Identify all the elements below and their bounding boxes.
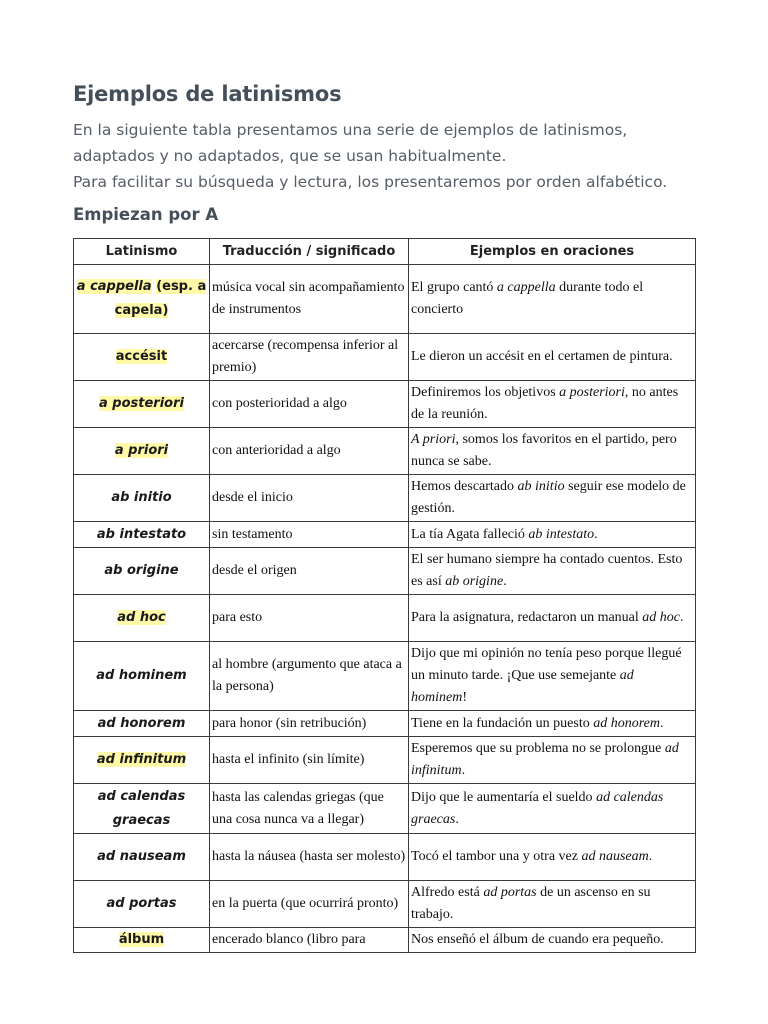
- table-row: [74, 381, 696, 428]
- example-text: .: [680, 610, 684, 625]
- latinismo-term: ad honorem: [97, 715, 186, 731]
- latinismo-term: a cappella: [76, 279, 152, 294]
- example-cell: [409, 737, 696, 784]
- meaning-cell: con anterioridad a algo: [210, 428, 409, 475]
- latinismo-cell: [74, 595, 210, 642]
- latinismo-cell: [74, 881, 210, 928]
- table-row: [74, 737, 696, 784]
- meaning-cell: al hombre (argumento que ataca a la persona): [210, 642, 409, 711]
- table-row: [74, 834, 696, 881]
- example-latin-term: a posteriori: [559, 385, 625, 400]
- meaning-cell: música vocal sin acompañamiento de instrumentos: [210, 265, 409, 334]
- example-cell: [409, 881, 696, 928]
- latinismo-term: ab origine: [104, 563, 179, 578]
- example-cell: [409, 522, 696, 548]
- latinismo-term: a posteriori: [99, 396, 184, 411]
- example-latin-term: ad hoc: [642, 610, 681, 625]
- intro-line-1: En la siguiente tabla presentamos una serie de ejemplos de latinismos,: [73, 121, 628, 139]
- latinismo-cell: [74, 834, 210, 881]
- latinismo-cell: [74, 711, 210, 737]
- column-header-ejemplos: Ejemplos en oraciones: [409, 239, 696, 265]
- meaning-cell: hasta la náusea (hasta ser molesto): [210, 834, 409, 881]
- meaning-cell: sin testamento: [210, 522, 409, 548]
- column-header-traduccion: Traducción / significado: [210, 239, 409, 265]
- example-text: Esperemos que su problema no se prolongue: [411, 741, 665, 756]
- latinismo-term: ad hominem: [96, 668, 187, 683]
- example-text: durante todo el concierto: [411, 280, 644, 317]
- section-title: Empiezan por A: [73, 205, 219, 224]
- meaning-cell: hasta las calendas griegas (que una cosa nunca va a llegar): [210, 784, 409, 834]
- example-text: El ser humano siempre ha contado cuentos. Esto es así: [411, 552, 683, 589]
- example-text: .: [594, 526, 598, 542]
- meaning-cell: desde el inicio: [210, 475, 409, 522]
- example-text: .: [648, 849, 653, 864]
- latinismo-term: ad calendas graecas: [97, 788, 186, 828]
- table-row: [74, 334, 696, 381]
- latinismo-cell: [74, 475, 210, 522]
- latinismo-term: ab intestato: [96, 526, 187, 542]
- example-latin-term: A priori: [411, 432, 456, 447]
- latinismo-cell: [74, 548, 210, 595]
- table-row: [74, 642, 696, 711]
- latinismo-cell: [74, 737, 210, 784]
- page-title: Ejemplos de latinismos: [73, 82, 342, 106]
- table-row: [74, 548, 696, 595]
- example-text: .: [660, 715, 664, 731]
- example-text: Le dieron un accésit en el certamen de pintura.: [411, 349, 673, 364]
- latinismo-term: ad infinitum: [96, 752, 187, 767]
- table-row: [74, 881, 696, 928]
- example-text: de un ascenso en su trabajo.: [411, 885, 651, 922]
- latinismo-cell: [74, 265, 210, 334]
- table-row: [74, 475, 696, 522]
- example-text: !: [462, 690, 467, 705]
- table-row: [74, 265, 696, 334]
- table-row: [74, 928, 696, 953]
- latinismo-term: ad nauseam: [97, 849, 186, 864]
- meaning-cell: encerado blanco (libro para: [210, 928, 409, 953]
- example-text: seguir ese modelo de gestión.: [411, 479, 686, 516]
- intro-line-2: adaptados y no adaptados, que se usan habitualmente.: [73, 147, 507, 165]
- meaning-cell: en la puerta (que ocurrirá pronto): [210, 881, 409, 928]
- latinismo-cell: [74, 381, 210, 428]
- example-cell: [409, 711, 696, 737]
- example-latin-term: a cappella: [496, 280, 556, 295]
- latinismo-cell: [74, 428, 210, 475]
- example-latin-term: ab origine: [445, 574, 504, 589]
- latinismo-cell: [74, 334, 210, 381]
- example-text: , somos los favoritos en el partido, pero nunca se sabe.: [411, 432, 677, 469]
- table-row: [74, 595, 696, 642]
- latinismo-term: ad portas: [106, 896, 177, 911]
- example-text: Tiene en la fundación un puesto: [411, 715, 594, 731]
- table-row: [74, 522, 696, 548]
- example-text: Tocó el tambor una y otra vez: [411, 849, 582, 864]
- example-cell: [409, 595, 696, 642]
- intro-line-3: Para facilitar su búsqueda y lectura, los presentaremos por orden alfabético.: [73, 173, 668, 191]
- latinismo-cell: [74, 522, 210, 548]
- meaning-cell: para esto: [210, 595, 409, 642]
- table-row: [74, 428, 696, 475]
- example-cell: [409, 381, 696, 428]
- example-latin-term: ad infinitum: [411, 741, 679, 778]
- latinismo-term: álbum: [118, 932, 165, 947]
- example-cell: [409, 642, 696, 711]
- example-text: .: [503, 574, 507, 589]
- example-text: , no antes de la reunión.: [411, 385, 679, 422]
- example-text: .: [455, 811, 459, 827]
- table-header-row: [74, 239, 696, 265]
- example-cell: [409, 548, 696, 595]
- latinismo-term: accésit: [115, 349, 168, 364]
- meaning-cell: acercarse (recompensa inferior al premio): [210, 334, 409, 381]
- example-cell: [409, 265, 696, 334]
- example-cell: [409, 834, 696, 881]
- latinisms-table: [73, 238, 696, 953]
- latinismo-cell: [74, 928, 210, 953]
- meaning-cell: desde el origen: [210, 548, 409, 595]
- example-latin-term: ad hominem: [411, 668, 634, 705]
- example-latin-term: ad calendas graecas: [411, 789, 664, 827]
- example-text: Dijo que le aumentaría el sueldo: [411, 789, 597, 805]
- table-row: [74, 784, 696, 834]
- latinismo-term: ad hoc: [117, 610, 166, 625]
- example-text: Dijo que mi opinión no tenía peso porque llegué un minuto tarde. ¡Que use semejante: [411, 646, 682, 683]
- column-header-latinismo: Latinismo: [74, 239, 210, 265]
- example-text: La tía Agata falleció: [411, 526, 529, 542]
- intro-paragraph: [73, 117, 753, 195]
- example-text: Hemos descartado: [411, 479, 518, 494]
- meaning-cell: para honor (sin retribución): [210, 711, 409, 737]
- latinismo-note: (esp. a capela): [114, 279, 207, 318]
- example-cell: [409, 475, 696, 522]
- latinismo-cell: [74, 784, 210, 834]
- example-cell: [409, 784, 696, 834]
- example-cell: [409, 928, 696, 953]
- example-latin-term: ad nauseam: [581, 849, 649, 864]
- example-text: .: [461, 763, 466, 778]
- example-latin-term: ab intestato: [528, 526, 595, 542]
- example-text: Nos enseñó el álbum de cuando era pequeño.: [411, 932, 664, 947]
- latinismo-term: a priori: [114, 443, 169, 458]
- example-cell: [409, 428, 696, 475]
- example-latin-term: ad portas: [483, 885, 537, 900]
- table-row: [74, 711, 696, 737]
- meaning-cell: hasta el infinito (sin límite): [210, 737, 409, 784]
- meaning-cell: con posterioridad a algo: [210, 381, 409, 428]
- example-text: Para la asignatura, redactaron un manual: [411, 610, 643, 625]
- example-latin-term: ad honorem: [593, 715, 660, 731]
- example-text: Alfredo está: [411, 885, 484, 900]
- example-latin-term: ab initio: [517, 479, 565, 494]
- example-text: El grupo cantó: [411, 280, 497, 295]
- example-text: Definiremos los objetivos: [411, 385, 560, 400]
- example-cell: [409, 334, 696, 381]
- latinismo-term: ab initio: [111, 490, 172, 505]
- latinismo-cell: [74, 642, 210, 711]
